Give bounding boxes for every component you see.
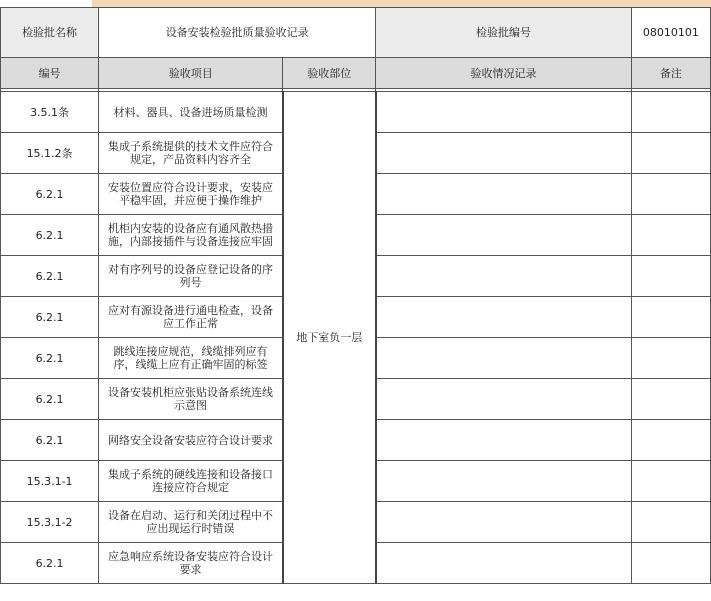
row-no: 6.2.1 xyxy=(1,174,99,215)
row-item: 对有序列号的设备应登记设备的序列号 xyxy=(99,256,283,297)
batch-name-value[interactable]: 设备安装检验批质量验收记录 xyxy=(99,8,376,58)
remark-cell[interactable] xyxy=(631,420,710,461)
row-item: 设备在启动、运行和关闭过程中不应出现运行时错误 xyxy=(99,502,283,543)
remark-cell[interactable] xyxy=(631,543,710,584)
row-item: 集成子系统提供的技术文件应符合规定，产品资料内容齐全 xyxy=(99,133,283,174)
table-row xyxy=(1,92,711,133)
record-cell[interactable] xyxy=(376,461,632,502)
row-no: 15.1.2条 xyxy=(1,133,99,174)
remark-cell[interactable] xyxy=(631,297,710,338)
row-item: 设备安装机柜应张贴设备系统连线示意图 xyxy=(99,379,283,420)
row-item: 材料、器具、设备进场质量检测 xyxy=(99,92,283,133)
remark-cell[interactable] xyxy=(631,215,710,256)
record-cell[interactable] xyxy=(376,92,632,133)
row-no: 6.2.1 xyxy=(1,256,99,297)
row-item: 安装位置应符合设计要求，安装应平稳牢固，并应便于操作维护 xyxy=(99,174,283,215)
record-cell[interactable] xyxy=(376,215,632,256)
row-item: 网络安全设备安装应符合设计要求 xyxy=(99,420,283,461)
row-item: 跳线连接应规范，线缆排列应有序，线缆上应有正确牢固的标签 xyxy=(99,338,283,379)
remark-cell[interactable] xyxy=(631,502,710,543)
row-no: 15.3.1-2 xyxy=(1,502,99,543)
record-cell[interactable] xyxy=(376,420,632,461)
column-header-no: 编号 xyxy=(1,58,99,89)
column-header-record: 验收情况记录 xyxy=(376,58,632,89)
record-cell[interactable] xyxy=(376,502,632,543)
row-no: 3.5.1条 xyxy=(1,92,99,133)
record-cell[interactable] xyxy=(376,543,632,584)
row-item: 应急响应系统设备安装应符合设计要求 xyxy=(99,543,283,584)
remark-cell[interactable] xyxy=(631,461,710,502)
column-header-row xyxy=(1,58,711,89)
record-cell[interactable] xyxy=(376,133,632,174)
row-no: 6.2.1 xyxy=(1,338,99,379)
column-header-remark: 备注 xyxy=(631,58,710,89)
batch-no-value[interactable]: 08010101 xyxy=(631,8,710,58)
row-no: 6.2.1 xyxy=(1,379,99,420)
sheet-top-strip xyxy=(0,0,711,7)
header-row xyxy=(1,8,711,58)
row-no: 15.3.1-1 xyxy=(1,461,99,502)
row-item: 集成子系统的硬线连接和设备接口连接应符合规定 xyxy=(99,461,283,502)
remark-cell[interactable] xyxy=(631,133,710,174)
remark-cell[interactable] xyxy=(631,379,710,420)
remark-cell[interactable] xyxy=(631,338,710,379)
row-item: 机柜内安装的设备应有通风散热措施，内部接插件与设备连接应牢固 xyxy=(99,215,283,256)
remark-cell[interactable] xyxy=(631,256,710,297)
record-cell[interactable] xyxy=(376,338,632,379)
row-no: 6.2.1 xyxy=(1,420,99,461)
record-cell[interactable] xyxy=(376,297,632,338)
row-no: 6.2.1 xyxy=(1,215,99,256)
remark-cell[interactable] xyxy=(631,92,710,133)
record-cell[interactable] xyxy=(376,256,632,297)
row-no: 6.2.1 xyxy=(1,543,99,584)
row-item: 应对有源设备进行通电检查，设备应工作正常 xyxy=(99,297,283,338)
batch-no-label: 检验批编号 xyxy=(376,8,632,58)
inspection-record-table xyxy=(0,7,711,584)
column-header-location: 验收部位 xyxy=(283,58,376,89)
row-no: 6.2.1 xyxy=(1,297,99,338)
record-cell[interactable] xyxy=(376,379,632,420)
location-cell[interactable]: 地下室负一层 xyxy=(283,92,376,584)
column-header-item: 验收项目 xyxy=(99,58,283,89)
batch-name-label: 检验批名称 xyxy=(1,8,99,58)
remark-cell[interactable] xyxy=(631,174,710,215)
record-cell[interactable] xyxy=(376,174,632,215)
